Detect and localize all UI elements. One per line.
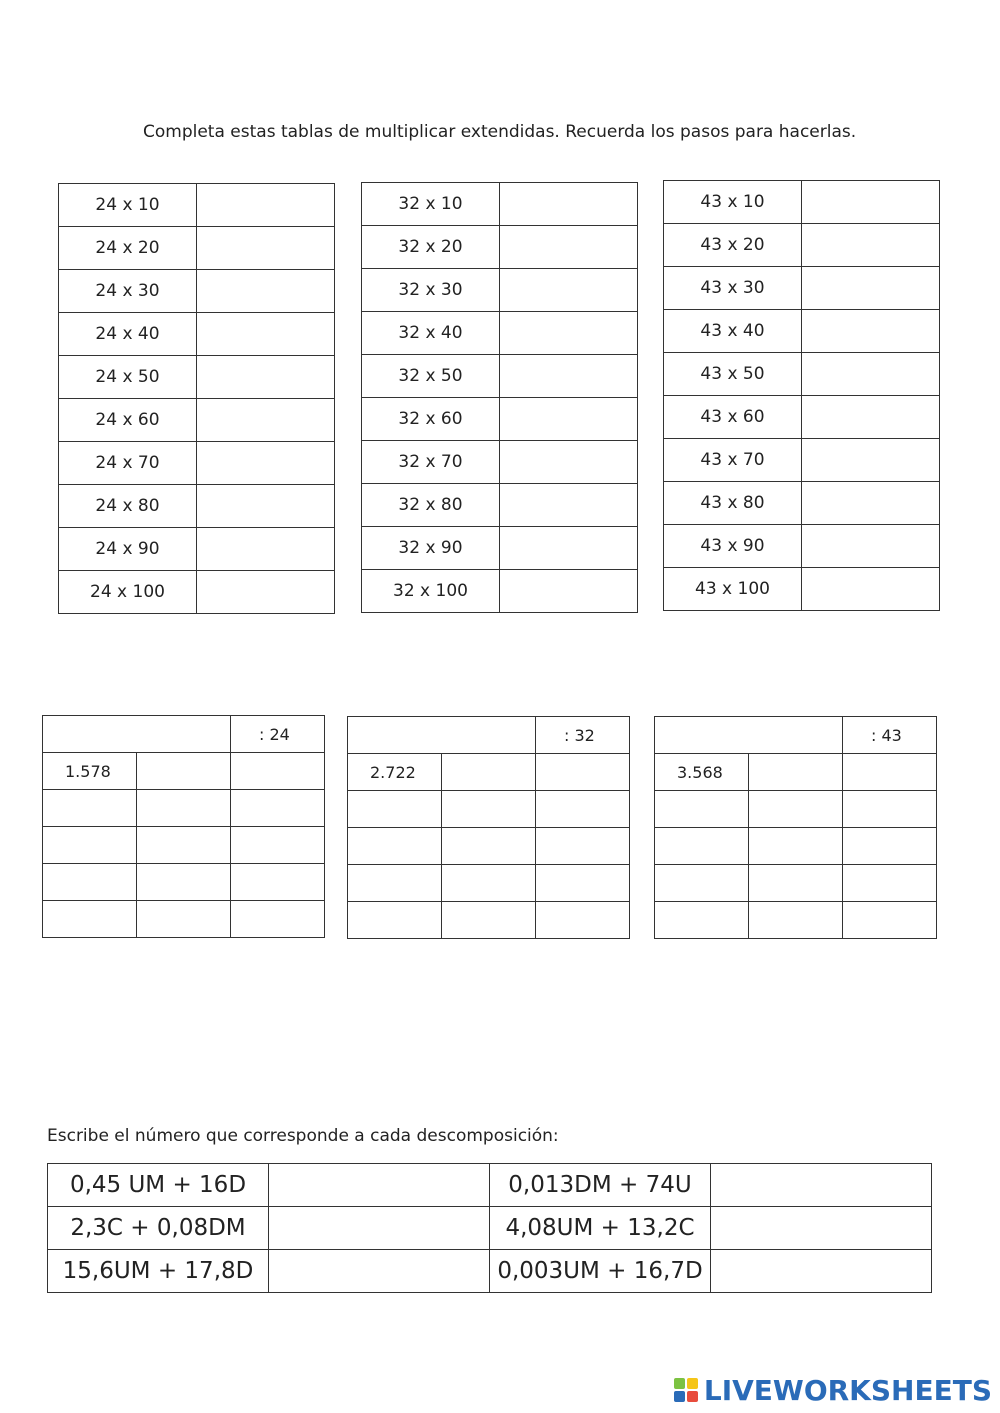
decomposition-expression: 0,003UM + 16,7D [490, 1250, 711, 1293]
answer-cell[interactable] [269, 1207, 490, 1250]
table-row [362, 441, 638, 484]
answer-cell[interactable] [802, 439, 940, 482]
table-row [59, 227, 335, 270]
table-row [59, 184, 335, 227]
answer-cell[interactable] [802, 396, 940, 439]
answer-cell[interactable] [137, 864, 231, 901]
multiplication-expression: 24 x 20 [59, 227, 197, 270]
answer-cell[interactable] [348, 865, 442, 902]
division-table-43 [654, 716, 937, 939]
answer-cell[interactable] [843, 902, 937, 939]
table-row [362, 312, 638, 355]
multiplication-expression: 32 x 100 [362, 570, 500, 613]
answer-cell[interactable] [536, 865, 630, 902]
multiplication-expression: 43 x 70 [664, 439, 802, 482]
multiplication-expression: 32 x 60 [362, 398, 500, 441]
table-row [362, 226, 638, 269]
answer-cell[interactable] [197, 399, 335, 442]
table-row [348, 754, 630, 791]
answer-cell[interactable] [500, 570, 638, 613]
multiplication-table-32 [361, 182, 638, 613]
answer-cell[interactable] [137, 790, 231, 827]
answer-cell[interactable] [749, 754, 843, 791]
table-row [362, 269, 638, 312]
answer-cell[interactable] [500, 398, 638, 441]
table-row [43, 901, 325, 938]
answer-cell[interactable] [197, 442, 335, 485]
answer-cell[interactable] [749, 865, 843, 902]
answer-cell[interactable] [500, 441, 638, 484]
table-row [362, 183, 638, 226]
table-row [362, 484, 638, 527]
multiplication-expression: 43 x 20 [664, 224, 802, 267]
answer-cell[interactable] [711, 1207, 932, 1250]
table-row [664, 525, 940, 568]
multiplication-table-24 [58, 183, 335, 614]
answer-cell[interactable] [197, 571, 335, 614]
answer-cell[interactable] [536, 754, 630, 791]
multiplication-expression: 24 x 40 [59, 313, 197, 356]
decomposition-expression: 0,013DM + 74U [490, 1164, 711, 1207]
answer-cell[interactable] [802, 181, 940, 224]
multiplication-expression: 32 x 20 [362, 226, 500, 269]
answer-cell[interactable] [137, 901, 231, 938]
answer-cell[interactable] [197, 227, 335, 270]
answer-cell[interactable] [802, 267, 940, 310]
answer-cell[interactable] [749, 828, 843, 865]
table-row [59, 528, 335, 571]
table-row [664, 310, 940, 353]
answer-cell[interactable] [655, 828, 749, 865]
answer-cell[interactable] [802, 224, 940, 267]
table-row [362, 527, 638, 570]
division-table-32 [347, 716, 630, 939]
answer-cell[interactable] [500, 269, 638, 312]
table-row [664, 267, 940, 310]
table-row [59, 571, 335, 614]
table-row [362, 355, 638, 398]
division-header-blank [348, 717, 536, 754]
answer-cell[interactable] [500, 527, 638, 570]
table-row [59, 399, 335, 442]
multiplication-expression: 24 x 70 [59, 442, 197, 485]
table-row [348, 717, 630, 754]
answer-cell[interactable] [711, 1164, 932, 1207]
answer-cell[interactable] [348, 791, 442, 828]
table-row [43, 827, 325, 864]
table-row [664, 482, 940, 525]
answer-cell[interactable] [802, 525, 940, 568]
dividend-value: 1.578 [43, 753, 137, 790]
answer-cell[interactable] [711, 1250, 932, 1293]
decomposition-expression: 15,6UM + 17,8D [48, 1250, 269, 1293]
answer-cell[interactable] [442, 902, 536, 939]
multiplication-expression: 43 x 80 [664, 482, 802, 525]
multiplication-table-43 [663, 180, 940, 611]
multiplication-expression: 24 x 80 [59, 485, 197, 528]
answer-cell[interactable] [500, 355, 638, 398]
decomposition-table [47, 1163, 932, 1293]
table-row [655, 791, 937, 828]
table-row [362, 570, 638, 613]
table-row [664, 396, 940, 439]
multiplication-expression: 32 x 30 [362, 269, 500, 312]
multiplication-expression: 32 x 10 [362, 183, 500, 226]
table-row [348, 902, 630, 939]
table-row [59, 270, 335, 313]
answer-cell[interactable] [843, 828, 937, 865]
decomposition-expression: 4,08UM + 13,2C [490, 1207, 711, 1250]
answer-cell[interactable] [442, 791, 536, 828]
table-row [664, 568, 940, 611]
multiplication-instructions: Completa estas tablas de multiplicar extendidas. Recuerda los pasos para hacerlas. [143, 122, 857, 142]
answer-cell[interactable] [231, 790, 325, 827]
answer-cell[interactable] [197, 270, 335, 313]
multiplication-expression: 32 x 80 [362, 484, 500, 527]
logo-text: LIVEWORKSHEETS [703, 1374, 992, 1407]
liveworksheets-logo [674, 1374, 992, 1407]
table-row [655, 828, 937, 865]
answer-cell[interactable] [442, 865, 536, 902]
answer-cell[interactable] [843, 791, 937, 828]
answer-cell[interactable] [43, 827, 137, 864]
table-row [348, 791, 630, 828]
multiplication-expression: 43 x 50 [664, 353, 802, 396]
table-row [43, 716, 325, 753]
table-row [48, 1164, 932, 1207]
answer-cell[interactable] [500, 183, 638, 226]
multiplication-expression: 24 x 100 [59, 571, 197, 614]
answer-cell[interactable] [43, 864, 137, 901]
division-table-24 [42, 715, 325, 938]
decomposition-instructions: Escribe el número que corresponde a cada descomposición: [47, 1126, 559, 1146]
multiplication-expression: 32 x 40 [362, 312, 500, 355]
table-row [664, 439, 940, 482]
division-header-blank [655, 717, 843, 754]
answer-cell[interactable] [536, 902, 630, 939]
table-row [362, 398, 638, 441]
answer-cell[interactable] [197, 313, 335, 356]
table-row [59, 485, 335, 528]
table-row [655, 865, 937, 902]
answer-cell[interactable] [137, 827, 231, 864]
multiplication-expression: 43 x 30 [664, 267, 802, 310]
answer-cell[interactable] [500, 312, 638, 355]
answer-cell[interactable] [43, 901, 137, 938]
answer-cell[interactable] [843, 865, 937, 902]
table-row [59, 356, 335, 399]
answer-cell[interactable] [536, 791, 630, 828]
multiplication-expression: 43 x 60 [664, 396, 802, 439]
table-row [664, 181, 940, 224]
dividend-value: 3.568 [655, 754, 749, 791]
table-row [48, 1207, 932, 1250]
answer-cell[interactable] [231, 864, 325, 901]
answer-cell[interactable] [802, 310, 940, 353]
divisor-label: : 24 [231, 716, 325, 753]
multiplication-expression: 43 x 40 [664, 310, 802, 353]
multiplication-expression: 24 x 50 [59, 356, 197, 399]
divisor-label: : 43 [843, 717, 937, 754]
multiplication-expression: 32 x 50 [362, 355, 500, 398]
table-row [59, 313, 335, 356]
answer-cell[interactable] [197, 356, 335, 399]
table-row [48, 1250, 932, 1293]
answer-cell[interactable] [802, 353, 940, 396]
multiplication-expression: 24 x 60 [59, 399, 197, 442]
answer-cell[interactable] [442, 828, 536, 865]
multiplication-expression: 32 x 70 [362, 441, 500, 484]
multiplication-expression: 24 x 90 [59, 528, 197, 571]
decomposition-expression: 0,45 UM + 16D [48, 1164, 269, 1207]
table-row [348, 865, 630, 902]
answer-cell[interactable] [231, 827, 325, 864]
table-row [655, 717, 937, 754]
answer-cell[interactable] [655, 865, 749, 902]
multiplication-expression: 24 x 30 [59, 270, 197, 313]
answer-cell[interactable] [43, 790, 137, 827]
table-row [655, 902, 937, 939]
table-row [59, 442, 335, 485]
answer-cell[interactable] [655, 902, 749, 939]
table-row [664, 224, 940, 267]
answer-cell[interactable] [802, 482, 940, 525]
answer-cell[interactable] [231, 753, 325, 790]
answer-cell[interactable] [655, 791, 749, 828]
divisor-label: : 32 [536, 717, 630, 754]
answer-cell[interactable] [269, 1164, 490, 1207]
answer-cell[interactable] [348, 828, 442, 865]
answer-cell[interactable] [269, 1250, 490, 1293]
multiplication-expression: 43 x 100 [664, 568, 802, 611]
answer-cell[interactable] [749, 791, 843, 828]
table-row [43, 790, 325, 827]
table-row [348, 828, 630, 865]
answer-cell[interactable] [802, 568, 940, 611]
multiplication-expression: 24 x 10 [59, 184, 197, 227]
answer-cell[interactable] [137, 753, 231, 790]
table-row [43, 864, 325, 901]
answer-cell[interactable] [500, 226, 638, 269]
answer-cell[interactable] [197, 485, 335, 528]
table-row [655, 754, 937, 791]
dividend-value: 2.722 [348, 754, 442, 791]
answer-cell[interactable] [536, 828, 630, 865]
table-row [43, 753, 325, 790]
multiplication-expression: 43 x 10 [664, 181, 802, 224]
table-row [664, 353, 940, 396]
answer-cell[interactable] [197, 528, 335, 571]
answer-cell[interactable] [197, 184, 335, 227]
answer-cell[interactable] [231, 901, 325, 938]
decomposition-expression: 2,3C + 0,08DM [48, 1207, 269, 1250]
answer-cell[interactable] [348, 902, 442, 939]
answer-cell[interactable] [749, 902, 843, 939]
answer-cell[interactable] [500, 484, 638, 527]
logo-icon [674, 1378, 700, 1404]
answer-cell[interactable] [843, 754, 937, 791]
division-header-blank [43, 716, 231, 753]
multiplication-expression: 43 x 90 [664, 525, 802, 568]
answer-cell[interactable] [442, 754, 536, 791]
multiplication-expression: 32 x 90 [362, 527, 500, 570]
